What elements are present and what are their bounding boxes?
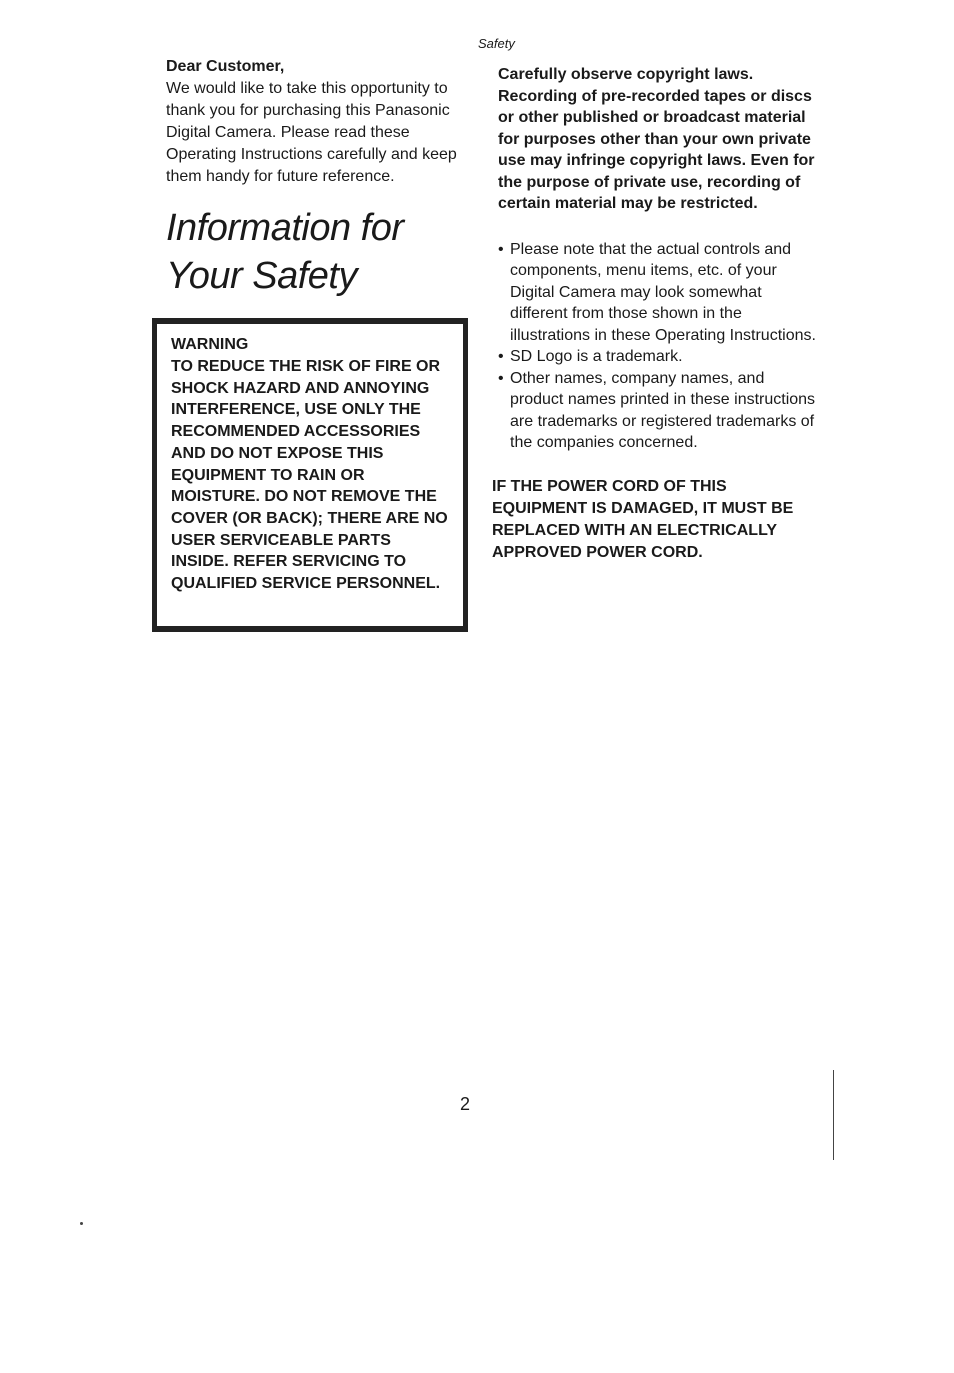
page-number: 2 [460, 1094, 471, 1114]
page-title [166, 204, 486, 300]
list-item [498, 239, 818, 347]
list-item [498, 346, 818, 368]
note-text: SD Logo is a trademark. [510, 348, 683, 365]
notes-list [498, 239, 818, 454]
bullet-icon: • [498, 240, 504, 258]
intro-paragraph: We would like to take this opportunity to thank you for purchasing this Panasonic Digital Camera. Please read these Operating Instructions carefully and keep them handy for future reference. [166, 80, 457, 185]
page-title-line-2: Your Safety [166, 255, 357, 297]
notices-section [492, 64, 818, 564]
warning-box [152, 318, 468, 632]
intro-section [166, 56, 482, 188]
scan-artifact-line [833, 1070, 834, 1160]
note-text: Please note that the actual controls and components, menu items, etc. of your Digital Camera may look somewhat different from those shown in the illustrations in these Operating Instructions. [510, 240, 816, 344]
warning-heading: WARNING [171, 336, 249, 353]
list-item [498, 368, 818, 454]
page-title-line-1: Information for [166, 207, 404, 249]
greeting: Dear Customer, [166, 58, 285, 75]
running-head: Safety [478, 36, 515, 51]
bullet-icon: • [498, 369, 504, 387]
power-cord-notice: IF THE POWER CORD OF THIS EQUIPMENT IS DAMAGED, IT MUST BE REPLACED WITH AN ELECTRICALLY APPROVED POWER CORD. [492, 477, 794, 561]
copyright-notice: Carefully observe copyright laws. Recording of pre-recorded tapes or discs or other published or broadcast material for purposes other than your own private use may infringe copyright laws. Even for the purpose of private use, recording of certain material may be restricted. [498, 66, 815, 212]
bullet-icon: • [498, 348, 504, 365]
warning-text: TO REDUCE THE RISK OF FIRE OR SHOCK HAZARD AND ANNOYING INTERFERENCE, USE ONLY THE RECOMMENDED ACCESSORIES AND DO NOT EXPOSE THIS EQUIPMENT TO RAIN OR MOISTURE. DO NOT REMOVE THE COVER (OR BACK); THERE ARE NO USER SERVICEABLE PARTS INSIDE. REFER SERVICING TO QUALIFIED SERVICE PERSONNEL. [171, 358, 448, 593]
scan-artifact-dot [80, 1222, 83, 1225]
note-text: Other names, company names, and product names printed in these instructions are trademarks or registered trademarks of the companies concerned. [510, 369, 816, 451]
